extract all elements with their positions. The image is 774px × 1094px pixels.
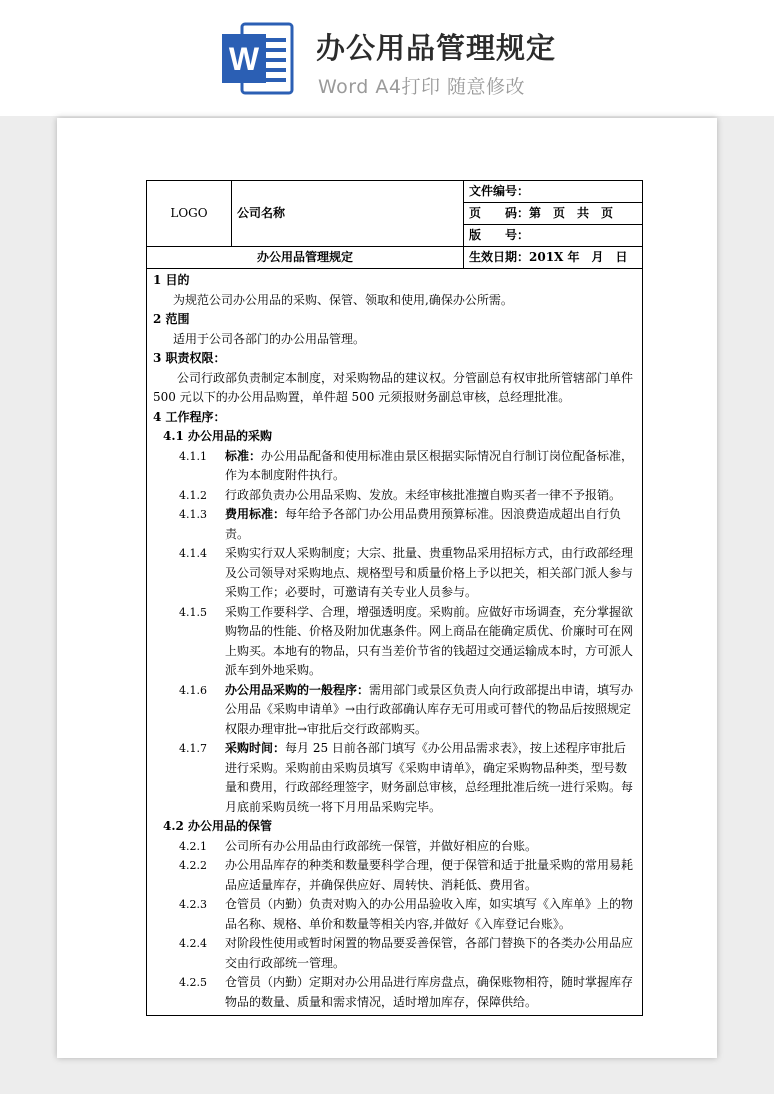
clause-number: 4.2.4 xyxy=(179,937,207,950)
paragraph: 适用于公司各部门的办公用品管理。 xyxy=(173,331,366,346)
document-body xyxy=(146,180,643,1016)
subsection-heading: 4.2 办公用品的保管 xyxy=(163,819,273,833)
banner-title: 办公用品管理规定 xyxy=(316,31,557,65)
page-number: 页 码：第 页 共 页 xyxy=(464,203,643,225)
clause-item xyxy=(153,934,636,973)
clause-number: 4.1.7 xyxy=(179,742,207,755)
clause-number: 4.2.1 xyxy=(179,839,207,853)
clause-text: 标准：办公用品配备和使用标准由景区根据实际情况自行制订岗位配备标准，作为本制度附件执行。 xyxy=(225,448,634,482)
clause-item xyxy=(153,739,636,817)
clause-text: 公司所有办公用品由行政部统一保管，并做好相应的台账。 xyxy=(225,838,538,853)
clause-number: 4.2.3 xyxy=(179,898,207,911)
clause-text: 费用标准：每年给予各部门办公用品费用预算标准。因浪费造成超出自行负责。 xyxy=(225,507,622,541)
clause-item xyxy=(153,837,636,857)
clause-number: 4.1.4 xyxy=(179,547,207,560)
file-number: 文件编号： xyxy=(464,181,643,203)
clause-item xyxy=(153,603,636,681)
section-heading: 1 目的 xyxy=(153,273,190,287)
svg-text:W: W xyxy=(228,41,260,77)
header-table xyxy=(147,181,642,269)
clause-number: 4.1.6 xyxy=(179,683,207,697)
section-heading: 3 职责权限： xyxy=(153,351,226,365)
content xyxy=(147,269,642,1015)
section-heading: 2 范围 xyxy=(153,312,190,326)
clause-item xyxy=(153,544,636,603)
paragraph: 为规范公司办公用品的采购、保管、领取和使用,确保办公所需。 xyxy=(173,292,513,307)
banner xyxy=(0,0,774,116)
logo-placeholder: LOGO xyxy=(147,181,232,247)
clause-text: 仓管员（内勤）负责对购入的办公用品验收入库，如实填写《入库单》上的物品名称、规格、单价和数量等相关内容,并做好《入库登记台账》。 xyxy=(225,897,634,931)
document-title: 办公用品管理规定 xyxy=(147,247,464,269)
subsection-heading: 4.1 办公用品的采购 xyxy=(163,429,273,443)
clause-text: 采购时间：每月 25 日前各部门填写《办公用品需求表》，按上述程序审批后进行采购。采购前由采购员填写《采购申请单》，确定采购物品种类，型号数量和费用，行政部经理签字，财务副总审核，总经理批准后统一进行采购。每月底前采购员统一将下月用品采购完毕。 xyxy=(225,741,634,814)
clause-number: 4.1.3 xyxy=(179,508,207,521)
clause-item xyxy=(153,505,636,544)
effective-date: 生效日期：201X 年 月 日 xyxy=(464,247,643,269)
clause-item xyxy=(153,681,636,740)
clause-number: 4.1.1 xyxy=(179,449,207,463)
clause-text: 行政部负责办公用品采购、发放。未经审核批准擅自购买者一律不予报销。 xyxy=(225,487,622,502)
clause-number: 4.2.5 xyxy=(179,976,207,989)
clause-text: 采购工作要科学、合理，增强透明度。采购前。应做好市场调查，充分掌握欲购物品的性能、价格及附加优惠条件。网上商品在能确定质优、价廉时可在网上购买。本地有的物品，只有当差价节省的钱超过交通运输成本时，方可派人派车到外地采购。 xyxy=(225,604,634,677)
clause-item xyxy=(153,856,636,895)
banner-subtitle: Word A4打印 随意修改 xyxy=(318,76,526,98)
clause-text: 采购实行双人采购制度；大宗、批量、贵重物品采用招标方式，由行政部经理及公司领导对采购地点、规格型号和质量价格上予以把关，相关部门派人参与采购工作；必要时，可邀请有关专业人员参与。 xyxy=(225,546,634,599)
paragraph: 公司行政部负责制定本制度，对采购物品的建议权。分管副总有权审批所管辖部门单件 500 元以下的办公用品购置，单件超 500 元须报财务副总审核，总经理批准。 xyxy=(153,370,634,404)
word-icon xyxy=(222,20,294,97)
clause-text: 对阶段性使用或暂时闲置的物品要妥善保管，各部门替换下的各类办公用品应交由行政部统一管理。 xyxy=(225,936,634,970)
clause-text: 仓管员（内勤）定期对办公用品进行库房盘点，确保账物相符，随时掌握库存物品的数量、质量和需求情况，适时增加库存，保障供给。 xyxy=(225,975,634,1009)
version-number: 版 号： xyxy=(464,225,643,247)
clause-item xyxy=(153,447,636,486)
clause-text: 办公用品库存的种类和数量要科学合理，便于保管和适于批量采购的常用易耗品应适量库存，并确保供应好、周转快、消耗低、费用省。 xyxy=(225,858,634,892)
clause-item xyxy=(153,486,636,506)
section-heading: 4 工作程序： xyxy=(153,409,226,424)
clause-item xyxy=(153,895,636,934)
clause-item xyxy=(153,973,636,1012)
clause-number: 4.1.5 xyxy=(179,605,207,619)
clause-number: 4.2.2 xyxy=(179,859,207,872)
clause-number: 4.1.2 xyxy=(179,488,207,502)
clause-text: 办公用品采购的一般程序：需用部门或景区负责人向行政部提出申请，填写办公用品《采购申请单》→由行政部确认库存无可用或可替代的物品后按照规定权限办理审批→审批后交行政部购买。 xyxy=(225,682,634,736)
company-name: 公司名称 xyxy=(232,181,464,247)
